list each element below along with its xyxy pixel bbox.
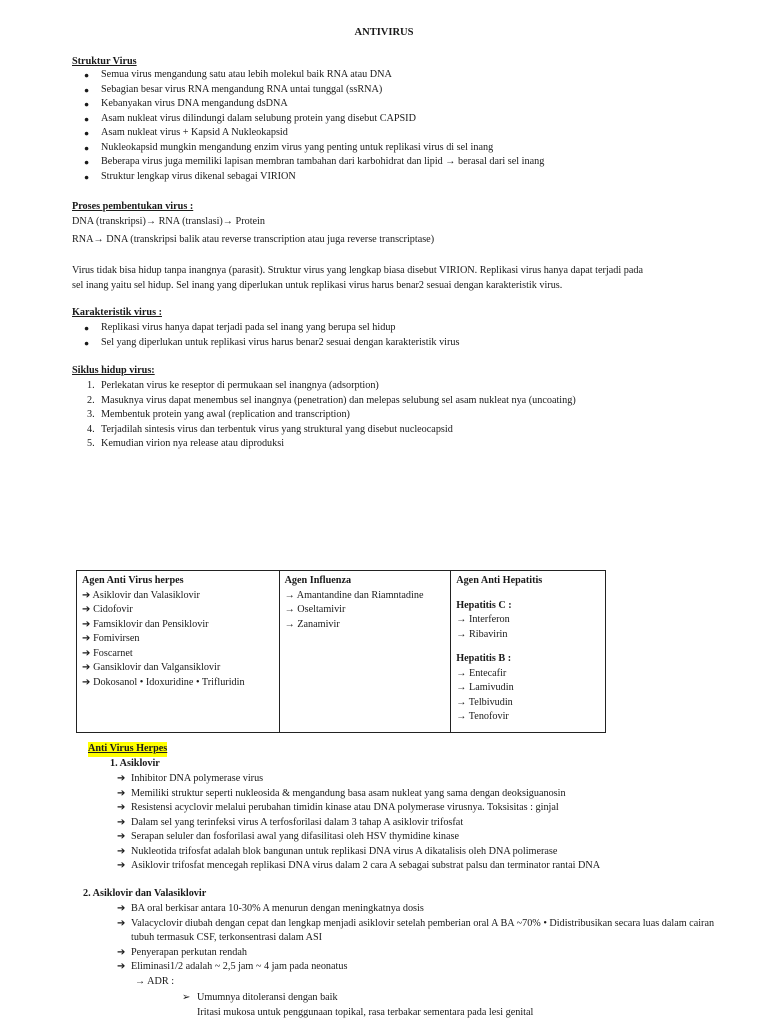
list-item: 5. Kemudian virion nya release atau diproduksi <box>87 438 285 449</box>
list-item: ● Asam nukleat virus dilindungi dalam selubung protein yang disebut CAPSID <box>84 112 724 127</box>
list-struktur-virus <box>84 68 724 184</box>
list-item: ➔ Cidofovir <box>82 604 133 615</box>
right-arrow-icon: ➔ <box>82 662 91 673</box>
list-item: ➔ Dokosanol • Idoxuridine • Trifluridin <box>82 676 245 688</box>
hepatitis-c-label: Hepatitis C : <box>456 599 512 611</box>
list-item: → Entecafir <box>456 667 507 679</box>
list-asiklovir-valasiklovir <box>117 902 717 975</box>
list-item: → Oseltamivir <box>284 604 346 615</box>
list-item: ➔ Penyerapan perkutan rendah <box>117 946 717 961</box>
list-karakteristik <box>84 321 724 350</box>
right-arrow-icon: ➔ <box>117 773 126 784</box>
list-item: ➔ Memiliki struktur seperti nukleosida & mengandung basa asam nukleat yang sama dengan deoksiguanosin <box>117 787 717 802</box>
right-arrow-icon: ➔ <box>82 604 91 615</box>
list-item: ● Sebagian besar virus RNA mengandung RNA untai tunggal (ssRNA) <box>84 83 724 98</box>
list-item: 4. Terjadilah sintesis virus dan terbentuk virus yang struktural yang disebut nucleocapsid <box>87 423 453 435</box>
list-item: ➔ Asiklovir trifosfat mencegah replikasi DNA virus dalam 2 cara A sebagai substrat palsu dan terminator rantai DNA <box>117 859 717 874</box>
right-arrow-icon: ➔ <box>117 816 126 828</box>
table-cell-herpes <box>77 571 280 733</box>
right-arrow-icon: ➔ <box>82 676 91 688</box>
list-item: ➔ Inhibitor DNA polymerase virus <box>117 772 717 787</box>
right-arrow-icon: ➔ <box>117 946 126 958</box>
list-item: ● Struktur lengkap virus dikenal sebagai VIRION <box>84 170 724 185</box>
arrowhead-icon: ➢ <box>182 992 191 1003</box>
heading-asiklovir-valasiklovir: 2. Asiklovir dan Valasiklovir <box>83 888 207 899</box>
column-header: Agen Influenza <box>284 575 352 586</box>
list-item: ➔ Resistensi acyclovir melalui perubahan timidin kinase atau DNA polymerase virusnya. Toksisitas : ginjal <box>117 801 717 816</box>
right-arrow-icon: ➔ <box>117 802 126 813</box>
paragraph-line: sel inang yaitu sel hidup. Sel inang yang diperlukan untuk replikasi virus harus benar2 sesuai dengan karakteristik virus. <box>72 279 563 291</box>
right-arrow-icon: ➔ <box>82 618 91 630</box>
list-item: ● Kebanyakan virus DNA mengandung dsDNA <box>84 97 724 112</box>
right-arrow-icon: ➔ <box>117 917 126 929</box>
list-item: → Interferon <box>456 614 510 625</box>
page-title: ANTIVIRUS <box>354 27 414 38</box>
list-item: 2. Masuknya virus dapat menembus sel inangnya (penetration) dan melepas selubung sel asam nukleat nya (uncoating) <box>87 394 576 406</box>
list-item: ● Asam nukleat virus + Kapsid A Nukleokapsid <box>84 126 724 141</box>
list-item: ➢ Umumnya ditoleransi dengan baik <box>182 991 533 1006</box>
intro-paragraph <box>72 264 712 293</box>
heading-anti-virus-herpes: Anti Virus Herpes <box>88 742 167 757</box>
paragraph-line: Virus tidak bisa hidup tanpa inangnya (parasit). Struktur virus yang lengkap biasa disebut VIRION. Replikasi virus hanya dapat terjadi pada <box>72 265 643 276</box>
list-item: ● Sel yang diperlukan untuk replikasi virus harus benar2 sesuai dengan karakteristik virus <box>84 336 724 351</box>
list-item: ➔ Gansiklovir dan Valgansiklovir <box>82 662 221 673</box>
adr-label: → ADR : <box>135 976 175 987</box>
list-item: 1. Perlekatan virus ke reseptor di permukaan sel inangnya (adsorption) <box>87 380 379 391</box>
list-siklus-hidup <box>84 379 724 452</box>
right-arrow-icon: ➔ <box>117 845 126 857</box>
right-arrow-icon: ➔ <box>82 633 91 644</box>
list-item: ➔ Dalam sel yang terinfeksi virus A terfosforilasi dalam 3 tahap A asiklovir trifosfat <box>117 816 717 831</box>
column-header: Agen Anti Hepatitis <box>456 575 543 586</box>
heading-proses-pembentukan: Proses pembentukan virus : <box>72 201 194 212</box>
list-item: ● Semua virus mengandung satu atau lebih molekul baik RNA atau DNA <box>84 68 724 83</box>
list-item: → Zanamivir <box>284 618 340 630</box>
right-arrow-icon: ➔ <box>82 647 91 659</box>
right-arrow-icon: ➔ <box>117 831 126 842</box>
list-asiklovir <box>117 772 717 874</box>
table-row <box>77 571 606 733</box>
list-item: ➔ Serapan seluler dan fosforilasi awal yang difasilitasi oleh HSV thymidine kinase <box>117 830 717 845</box>
adr-list <box>182 991 533 1020</box>
list-item: ➔ Eliminasi1/2 adalah ~ 2,5 jam ~ 4 jam pada neonatus <box>117 960 717 975</box>
list-item: Iritasi mukosa untuk penggunaan topikal, rasa terbakar sementara pada lesi genital <box>197 1006 534 1018</box>
list-item: ➔ Valacyclovir diubah dengan cepat dan lengkap menjadi asiklovir setelah pemberian oral A BA ~70% • Didistribusikan secara luas dalam cairan tubuh termasuk CSF, terkonsentrasi dalam ASI <box>117 917 715 943</box>
right-arrow-icon: ➔ <box>82 589 91 601</box>
list-item: → Telbivudin <box>456 696 513 708</box>
heading-asiklovir: 1. Asiklovir <box>110 758 160 769</box>
list-item: ➔ Nukleotida trifosfat adalah blok bangunan untuk replikasi DNA virus A dikatalisis oleh DNA polimerase <box>117 845 717 860</box>
list-item: → Amantandine dan Riamntadine <box>284 589 424 601</box>
right-arrow-icon: ➔ <box>117 961 126 972</box>
proses-line-1: DNA (transkripsi)→ RNA (translasi)→ Protein <box>72 216 265 227</box>
hepatitis-b-label: Hepatitis B : <box>456 653 512 664</box>
right-arrow-icon: ➔ <box>117 903 126 914</box>
list-item: ➔ Famsiklovir dan Pensiklovir <box>82 618 209 630</box>
list-item: → Tenofovir <box>456 711 509 722</box>
heading-struktur-virus: Struktur Virus <box>72 56 137 67</box>
list-item: ➔ Foscarnet <box>82 647 133 659</box>
right-arrow-icon: ➔ <box>117 860 126 871</box>
column-header: Agen Anti Virus herpes <box>82 575 184 586</box>
list-item: ● Beberapa virus juga memiliki lapisan membran tambahan dari karbohidrat dan lipid → berasal dari sel inang <box>84 155 724 170</box>
heading-siklus-hidup: Siklus hidup virus: <box>72 365 155 376</box>
right-arrow-icon: ➔ <box>117 787 126 799</box>
list-item: ➔ Asiklovir dan Valasiklovir <box>82 589 200 601</box>
list-item: → Lamivudin <box>456 682 514 693</box>
proses-line-2: RNA→ DNA (transkripsi balik atau reverse transcription atau juga reverse transcriptase) <box>72 234 435 245</box>
list-item: ➔ Fomivirsen <box>82 633 140 644</box>
list-item: ● Replikasi virus hanya dapat terjadi pada sel inang yang berupa sel hidup <box>84 321 724 336</box>
list-item: 3. Membentuk protein yang awal (replication and transcription) <box>87 409 350 420</box>
list-item: → Ribavirin <box>456 628 508 640</box>
table-cell-influenza <box>279 571 451 733</box>
heading-karakteristik: Karakteristik virus : <box>72 307 162 318</box>
list-item: ➔ BA oral berkisar antara 10-30% A menurun dengan meningkatnya dosis <box>117 902 717 917</box>
antiviral-agents-table <box>76 570 606 733</box>
list-item: ● Nukleokapsid mungkin mengandung enzim virus yang penting untuk replikasi virus di sel inang <box>84 141 724 156</box>
table-cell-hepatitis <box>451 571 606 733</box>
